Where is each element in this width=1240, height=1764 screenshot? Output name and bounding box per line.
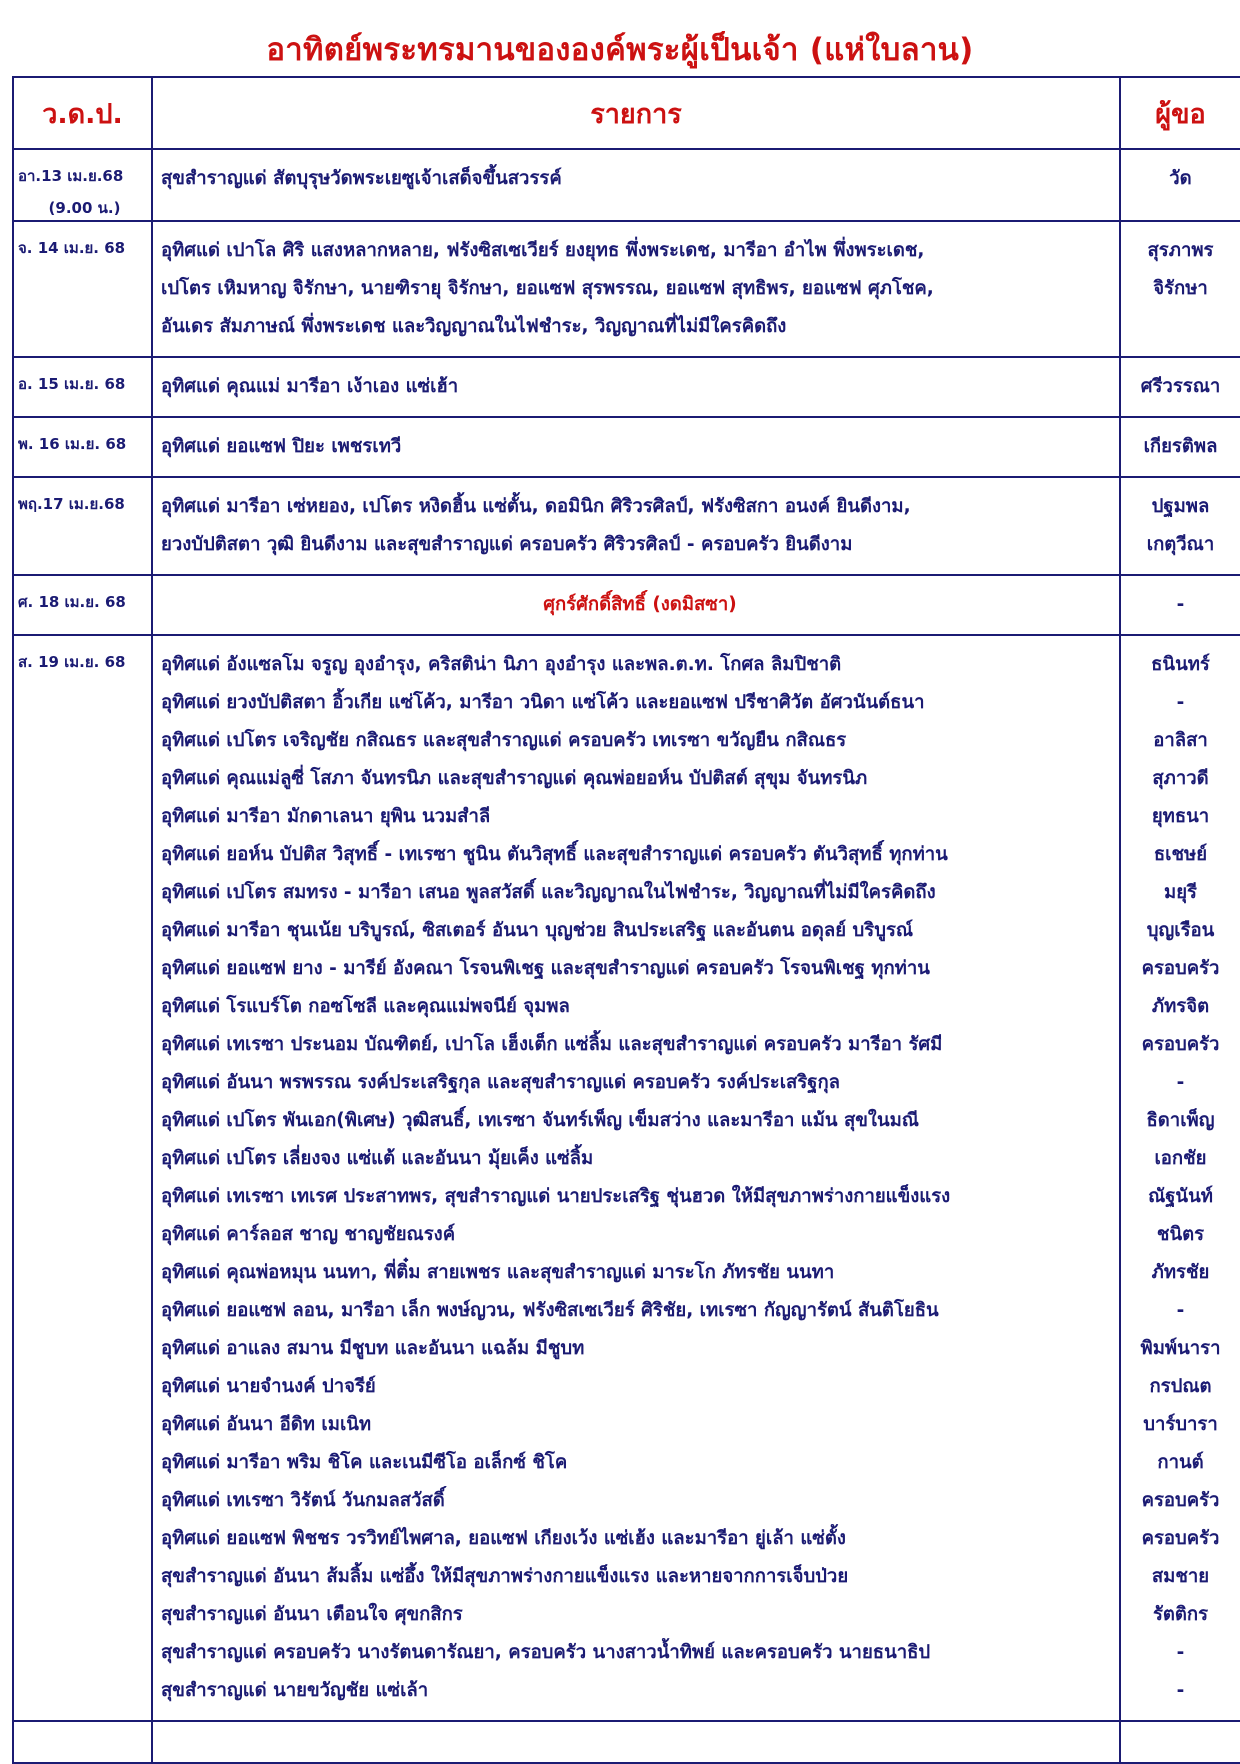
requester-cell — [1120, 417, 1240, 477]
requester-name: - — [1176, 1300, 1185, 1321]
blank-row — [13, 1721, 1240, 1763]
date-cell — [13, 477, 152, 575]
intention-line: อุทิศแด่ ยอห์น บัปติส วิสุทธิ์ - เทเรซา ชูนิน ตันวิสุทธิ์ และสุขสำราญแด่ ครอบครัว ตันวิสุทธิ์ ทุกท่าน — [161, 844, 948, 865]
requester-name: กรปณต — [1149, 1376, 1212, 1397]
requester-name: - — [1176, 1072, 1185, 1093]
requester-cell — [1120, 221, 1240, 357]
date-text: ศ. 18 เม.ย. 68 — [18, 593, 126, 611]
requester-name: ณัฐนันท์ — [1148, 1186, 1213, 1207]
requester-name: สมชาย — [1151, 1566, 1210, 1587]
requester-name: ธนินทร์ — [1151, 654, 1210, 675]
items-cell — [152, 357, 1120, 417]
items-cell — [152, 575, 1120, 635]
intention-line: อุทิศแด่ อังแซลโม จรูญ อุงอำรุง, คริสติน่า นิภา อุงอำรุง และพล.ต.ท. โกศล ลิมปิชาติ — [161, 654, 842, 675]
requester-name: จิรักษา — [1153, 278, 1208, 299]
requester-name: สุภาวดี — [1152, 768, 1209, 789]
header-requester: ผู้ขอ — [1120, 77, 1240, 149]
requester-cell — [1120, 357, 1240, 417]
intention-line: อุทิศแด่ อันนา พรพรรณ รงค์ประเสริฐกุล และสุขสำราญแด่ ครอบครัว รงค์ประเสริฐกุล — [161, 1072, 841, 1093]
blank-cell — [1120, 1721, 1240, 1763]
intention-line: สุขสำราญแด่ อันนา เตือนใจ ศุขกสิกร — [161, 1604, 463, 1625]
requester-name: ธิดาเพ็ญ — [1146, 1110, 1215, 1131]
intention-line: สุขสำราญแด่ ครอบครัว นางรัตนดารัณยา, ครอบครัว นางสาวน้ำทิพย์ และครอบครัว นายธนาธิป — [161, 1642, 931, 1663]
requester-cell — [1120, 575, 1240, 635]
requester-name: ยุทธนา — [1151, 806, 1210, 827]
mass-intentions-table — [12, 76, 1240, 1764]
table-header-row — [13, 77, 1240, 149]
items-cell — [152, 417, 1120, 477]
requester-name: ครอบครัว — [1141, 958, 1220, 979]
requester-name: บาร์บารา — [1143, 1414, 1218, 1435]
header-date: ว.ด.ป. — [13, 77, 152, 149]
intention-line: ศุกร์ศักดิ์สิทธิ์ (งดมิสซา) — [543, 594, 737, 615]
requester-name: เอกชัย — [1154, 1148, 1207, 1169]
date-time-text: (9.00 น.) — [48, 199, 121, 217]
requester-name: มยุรี — [1164, 882, 1197, 903]
requester-name: ชนิตร — [1156, 1224, 1205, 1245]
page-title: อาทิตย์พระทรมานขององค์พระผู้เป็นเจ้า (แห่ใบลาน) — [266, 32, 974, 68]
intention-line: อุทิศแด่ เปาโล ศิริ แสงหลากหลาย, ฟรังซิสเซเวียร์ ยงยุทธ พึ่งพระเดช, มารีอา อำไพ พึ่งพระเดช, — [161, 240, 925, 261]
requester-name: ศรีวรรณา — [1140, 376, 1221, 397]
intention-line: อุทิศแด่ มารีอา เซ่หยอง, เปโตร หงิดฮิ้น แซ่ตั้น, ดอมินิก ศิริวรศิลป์, ฟรังซิสกา อนงค์ ยินดีงาม, — [161, 496, 911, 517]
intention-line: สุขสำราญแด่ อันนา ส้มลิ้ม แซ่อึ้ง ให้มีสุขภาพร่างกายแข็งแรง และหายจากการเจ็บป่วย — [161, 1566, 849, 1587]
intention-line: อุทิศแด่ เปโตร เลี่ยงจง แซ่แต้ และอันนา มุ้ยเค็ง แซ่ลิ้ม — [161, 1148, 594, 1169]
requester-name: - — [1176, 1680, 1185, 1701]
blank-cell — [13, 1721, 152, 1763]
intention-line: อุทิศแด่ เทเรซา ประนอม บัณฑิตย์, เปาโล เฮ็งเต็ก แซ่ลิ้ม และสุขสำราญแด่ ครอบครัว มารีอา รัศมี — [161, 1034, 943, 1055]
date-cell — [13, 221, 152, 357]
date-text: ส. 19 เม.ย. 68 — [18, 653, 126, 671]
requester-name: เกตุวีณา — [1146, 534, 1215, 555]
requester-name: ธเชษย์ — [1153, 844, 1208, 865]
requester-name: ภัทรชัย — [1151, 1262, 1210, 1283]
intention-line: อุทิศแด่ ยอแซฟ พิชชร วรวิทย์ไพศาล, ยอแซฟ เกียงเว้ง แซ่เฮ้ง และมารีอา ยู่เล้า แซ่ตั้ง — [161, 1528, 846, 1549]
intention-line: อุทิศแด่ ยอแซฟ ยาง - มารีย์ อังคณา โรจนพิเชฐ และสุขสำราญแด่ ครอบครัว โรจนพิเชฐ ทุกท่าน — [161, 958, 930, 979]
requester-cell — [1120, 477, 1240, 575]
table-row — [13, 635, 1240, 1721]
intention-line: อุทิศแด่ เปโตร พันเอก(พิเศษ) วุฒิสนธิ์, เทเรซา จันทร์เพ็ญ เข็มสว่าง และมารีอา แม้น สุขในมณี — [161, 1110, 919, 1131]
table-row — [13, 149, 1240, 221]
intention-line: สุขสำราญแด่ นายขวัญชัย แซ่เล้า — [161, 1680, 429, 1701]
requester-name: ครอบครัว — [1141, 1490, 1220, 1511]
requester-name: สุรภาพร — [1147, 240, 1214, 261]
intention-line: อุทิศแด่ คุณพ่อหมุน นนทา, พี่ติ๋ม สายเพชร และสุขสำราญแด่ มาระโก ภัทรชัย นนทา — [161, 1262, 835, 1283]
date-text: จ. 14 เม.ย. 68 — [18, 239, 126, 257]
table-trailing — [13, 1721, 1240, 1763]
requester-cell — [1120, 149, 1240, 221]
date-cell — [13, 635, 152, 1721]
intention-line: อุทิศแด่ เทเรซา เทเรศ ประสาทพร, สุขสำราญแด่ นายประเสริฐ ชุ่นฮวด ให้มีสุขภาพร่างกายแข็งแรง — [161, 1186, 951, 1207]
date-cell — [13, 417, 152, 477]
intention-line: อุทิศแด่ ยอแซฟ ลอน, มารีอา เล็ก พงษ์ญวน, ฟรังซิสเซเวียร์ ศิริชัย, เทเรซา กัญญารัตน์ สันติโยธิน — [161, 1300, 939, 1321]
requester-name: ครอบครัว — [1141, 1034, 1220, 1055]
intention-line: อุทิศแด่ เปโตร เจริญชัย กสิณธร และสุขสำราญแด่ ครอบครัว เทเรซา ขวัญยืน กสิณธร — [161, 730, 847, 751]
requester-name: - — [1176, 1642, 1185, 1663]
intention-line: อุทิศแด่ อันนา อีดิท เมเนิท — [161, 1414, 372, 1435]
intention-line: อุทิศแด่ เปโตร สมทรง - มารีอา เสนอ พูลสวัสดิ์ และวิญญาณในไฟชำระ, วิญญาณที่ไม่มีใครคิดถึง — [161, 882, 936, 903]
intention-line: อุทิศแด่ คุณแม่ มารีอา เง้าเอง แซ่เฮ้า — [161, 376, 459, 397]
intention-line: อุทิศแด่ อาแลง สมาน มีชูบท และอันนา แฉล้ม มีชูบท — [161, 1338, 585, 1359]
requester-name: ภัทรจิต — [1151, 996, 1210, 1017]
date-cell — [13, 357, 152, 417]
table-row — [13, 417, 1240, 477]
requester-name: เกียรติพล — [1143, 436, 1218, 457]
intention-line: อันเดร สัมภาษณ์ พึ่งพระเดช และวิญญาณในไฟชำระ, วิญญาณที่ไม่มีใครคิดถึง — [161, 316, 787, 337]
table-body — [13, 149, 1240, 1721]
table-row — [13, 221, 1240, 357]
date-text: พฤ.17 เม.ย.68 — [18, 495, 125, 513]
requester-name: ครอบครัว — [1141, 1528, 1220, 1549]
intention-line: สุขสำราญแด่ สัตบุรุษวัดพระเยซูเจ้าเสด็จขึ้นสวรรค์ — [161, 168, 562, 189]
requester-name: วัด — [1169, 168, 1192, 189]
items-cell — [152, 477, 1120, 575]
requester-name: บุญเรือน — [1146, 920, 1215, 941]
intention-line: อุทิศแด่ ยวงบัปติสตา อิ้วเกีย แซ่โค้ว, มารีอา วนิดา แซ่โค้ว และยอแซฟ ปรีชาศิวัต อัศวนันต์ธนา — [161, 692, 925, 713]
requester-name: - — [1176, 594, 1185, 615]
date-cell — [13, 575, 152, 635]
table-row — [13, 357, 1240, 417]
intention-line: อุทิศแด่ คาร์ลอส ชาญ ชาญชัยณรงค์ — [161, 1224, 456, 1245]
intention-line: เปโตร เหิมหาญ จิรักษา, นายฑิรายุ จิรักษา, ยอแซฟ สุรพรรณ, ยอแซฟ สุทธิพร, ยอแซฟ ศุภโชค, — [161, 278, 934, 299]
items-cell — [152, 149, 1120, 221]
date-text: พ. 16 เม.ย. 68 — [18, 435, 127, 453]
table-row — [13, 575, 1240, 635]
intention-line: อุทิศแด่ นายจำนงค์ ปาจรีย์ — [161, 1376, 376, 1397]
date-text: อา.13 เม.ย.68 — [18, 167, 124, 185]
intention-line: ยวงบัปติสตา วุฒิ ยินดีงาม และสุขสำราญแด่ ครอบครัว ศิริวรศิลป์ - ครอบครัว ยินดีงาม — [161, 534, 853, 555]
intention-line: อุทิศแด่ มารีอา มักดาเลนา ยุพิน นวมสำลี — [161, 806, 491, 827]
items-cell — [152, 221, 1120, 357]
intention-line: อุทิศแด่ ยอแซฟ ปิยะ เพชรเทวี — [161, 436, 402, 457]
date-text: อ. 15 เม.ย. 68 — [18, 375, 126, 393]
intention-line: อุทิศแด่ เทเรซา วิรัตน์ วันกมลสวัสดิ์ — [161, 1490, 445, 1511]
header-items: รายการ — [152, 77, 1120, 149]
items-cell — [152, 635, 1120, 1721]
intention-line: อุทิศแด่ คุณแม่ลูซี่ โสภา จันทรนิภ และสุขสำราญแด่ คุณพ่อยอห์น บัปติสต์ สุขุม จันทรนิภ — [161, 768, 868, 789]
table-row — [13, 477, 1240, 575]
blank-cell — [152, 1721, 1120, 1763]
intention-line: อุทิศแด่ มารีอา ชุนเน้ย บริบูรณ์, ซิสเตอร์ อันนา บุญช่วย สินประเสริฐ และอันตน อดุลย์ บริบูรณ์ — [161, 920, 914, 941]
requester-name: ปฐมพล — [1151, 496, 1210, 517]
requester-name: อาลิสา — [1153, 730, 1208, 751]
requester-name: กานต์ — [1157, 1452, 1204, 1473]
requester-cell — [1120, 635, 1240, 1721]
requester-name: - — [1176, 692, 1185, 713]
intention-line: อุทิศแด่ โรแบร์โต กอซโซลี และคุณแม่พจนีย์ จุมพล — [161, 996, 570, 1017]
date-cell — [13, 149, 152, 221]
requester-name: รัตติกร — [1152, 1604, 1209, 1625]
intention-line: อุทิศแด่ มารีอา พริม ชิโค และเนมีซีโอ อเล็กซ์ ชิโค — [161, 1452, 568, 1473]
requester-name: พิมพ์นารา — [1140, 1338, 1221, 1359]
